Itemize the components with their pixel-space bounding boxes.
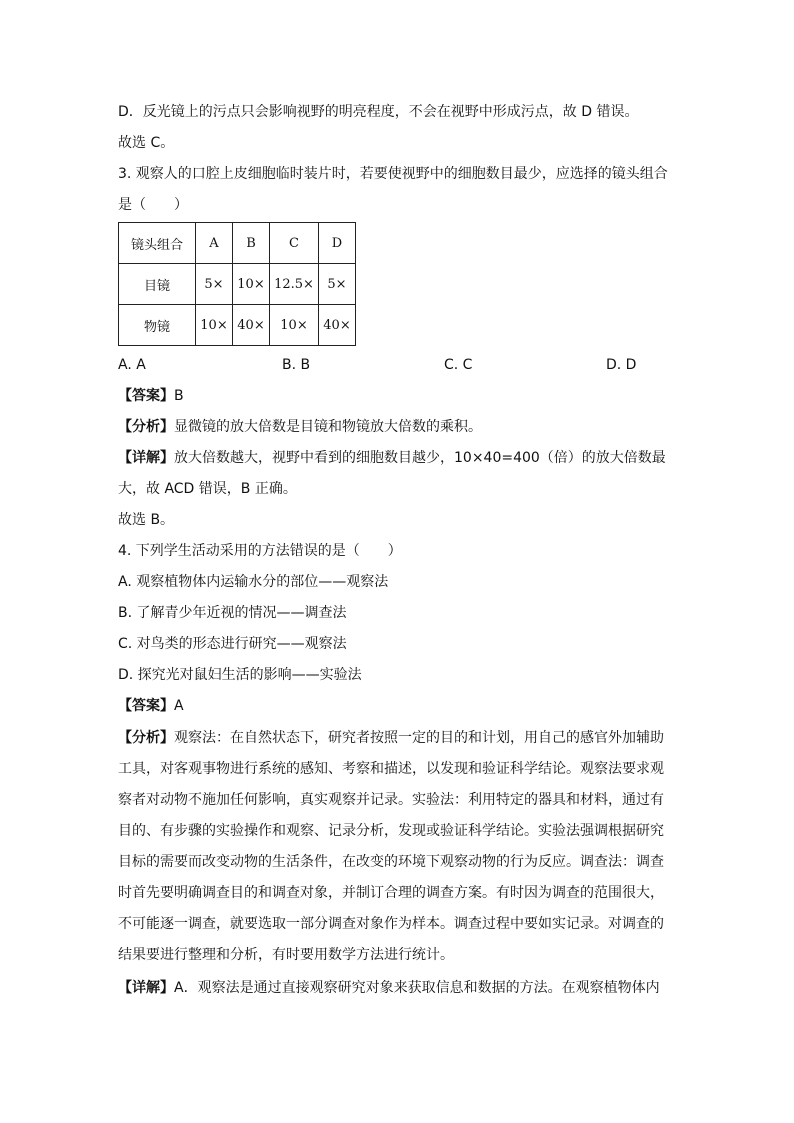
q4-option-d: D. 探究光对鼠妇生活的影响——实验法: [118, 667, 362, 683]
option-a: A. A: [118, 357, 146, 373]
option-b: B. B: [282, 357, 311, 373]
option-d: D. D: [606, 357, 637, 373]
choose-b-line: 故选 B。: [118, 512, 175, 528]
option-c: C. C: [444, 357, 473, 373]
detail-text: A．观察法是通过直接观察研究对象来获取信息和数据的方法。在观察植物体内: [174, 980, 660, 996]
q3-detail-line2: 大，故 ACD 错误，B 正确。: [118, 481, 297, 497]
q4-analysis-line6: 时首先要明确调查目的和调查对象，并制订合理的调查方案。有时因为调查的范围很大，: [118, 885, 664, 901]
detail-tag: 【详解】: [118, 980, 174, 996]
detail-text: 放大倍数越大，视野中看到的细胞数目越少，10×40=400（倍）的放大倍数最: [174, 450, 666, 466]
q4-option-a: A. 观察植物体内运输水分的部位——观察法: [118, 574, 389, 590]
q4-analysis-line7: 不可能逐一调查，就要选取一部分调查对象作为样本。调查过程中要如实记录。对调查的: [118, 916, 664, 932]
analysis-tag: 【分析】: [118, 730, 174, 746]
table-cell: A: [196, 223, 233, 264]
analysis-tag: 【分析】: [118, 419, 174, 435]
table-cell: 镜头组合: [119, 223, 196, 264]
table-header-row: [119, 223, 356, 264]
table-cell: 10×: [233, 264, 270, 305]
analysis-text: 显微镜的放大倍数是目镜和物镜放大倍数的乘积。: [174, 419, 482, 435]
q4-analysis-line8: 结果要进行整理和分析，有时要用数学方法进行统计。: [118, 947, 454, 963]
question-3-stem-line1: 3. 观察人的口腔上皮细胞临时装片时，若要使视野中的细胞数目最少，应选择的镜头组合: [118, 166, 668, 182]
q4-option-b: B. 了解青少年近视的情况——调查法: [118, 605, 347, 621]
table-cell: B: [233, 223, 270, 264]
table-cell: 5×: [319, 264, 356, 305]
detail-tag: 【详解】: [118, 450, 174, 466]
table-cell: 12.5×: [270, 264, 319, 305]
choose-c-line: 故选 C。: [118, 135, 175, 151]
table-cell: 10×: [270, 305, 319, 346]
q3-analysis-line: [118, 417, 482, 437]
q4-analysis-line5: 目标的需要而改变动物的生活条件，在改变的环境下观察动物的行为反应。调查法：调查: [118, 854, 664, 870]
q4-analysis-line1: [118, 728, 664, 748]
table-cell: 10×: [196, 305, 233, 346]
table-cell: 40×: [233, 305, 270, 346]
table-row: [119, 264, 356, 305]
table-cell: C: [270, 223, 319, 264]
table-cell: D: [319, 223, 356, 264]
question-3-stem-line2: 是（ ）: [118, 197, 188, 213]
q4-option-c: C. 对鸟类的形态进行研究——观察法: [118, 636, 347, 652]
table-cell: 物镜: [119, 305, 196, 346]
lens-combination-table: [118, 222, 356, 346]
q4-detail-line: [118, 978, 660, 998]
answer-tag: 【答案】: [118, 698, 174, 714]
q3-answer-line: [118, 386, 184, 406]
q3-detail-line1: [118, 448, 666, 468]
table-cell: 5×: [196, 264, 233, 305]
table-row: [119, 305, 356, 346]
table-cell: 40×: [319, 305, 356, 346]
q4-analysis-line2: 工具，对客观事物进行系统的感知、考察和描述，以发现和验证科学结论。观察法要求观: [118, 761, 664, 777]
q4-analysis-line4: 目的、有步骤的实验操作和观察、记录分析，发现或验证科学结论。实验法强调根据研究: [118, 823, 664, 839]
answer-value: A: [174, 698, 184, 714]
answer-value: B: [174, 388, 184, 404]
option-d-explanation: D．反光镜上的污点只会影响视野的明亮程度，不会在视野中形成污点，故 D 错误。: [118, 104, 639, 120]
q4-answer-line: [118, 696, 184, 716]
q4-analysis-line3: 察者对动物不施加任何影响，真实观察并记录。实验法：利用特定的器具和材料，通过有: [118, 792, 664, 808]
answer-tag: 【答案】: [118, 388, 174, 404]
table-cell: 目镜: [119, 264, 196, 305]
question-4-stem: 4. 下列学生活动采用的方法错误的是（ ）: [118, 543, 402, 559]
analysis-text: 观察法：在自然状态下，研究者按照一定的目的和计划，用自己的感官外加辅助: [174, 730, 664, 746]
